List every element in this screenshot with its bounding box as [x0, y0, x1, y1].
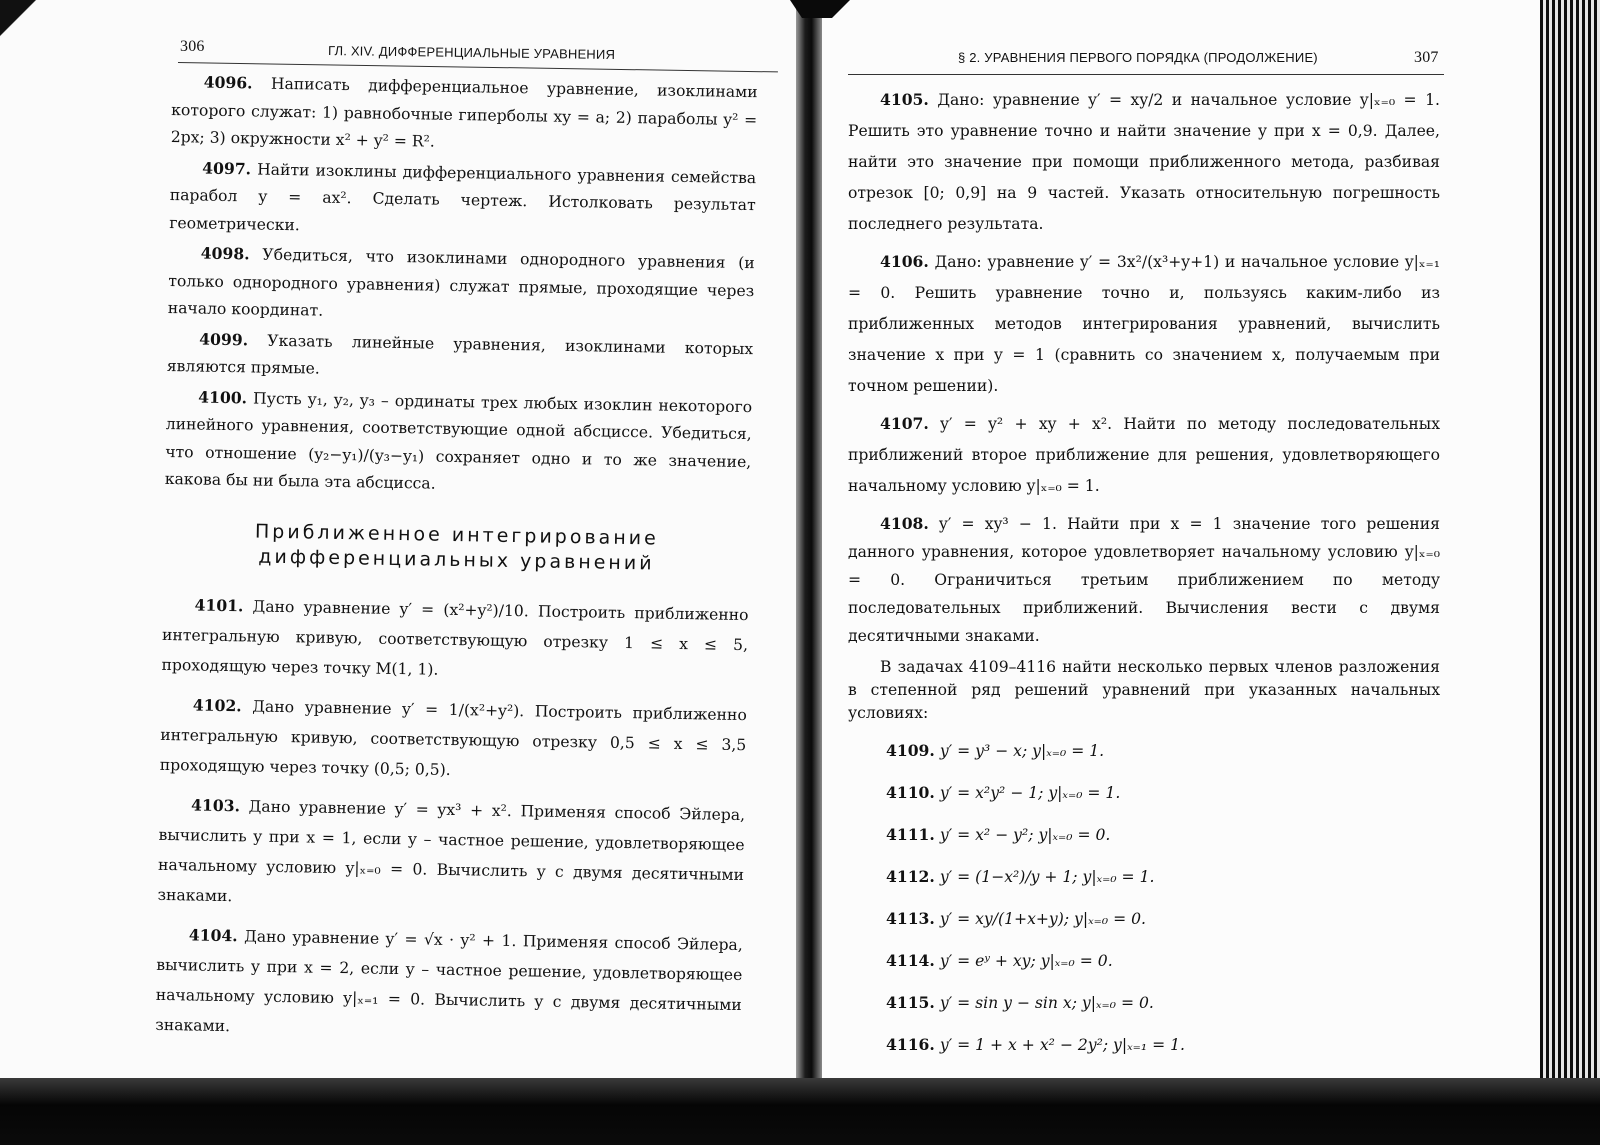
problem-text: Пусть y₁, y₂, y₃ – ординаты трех любых изоклин некоторого линейного уравнения, соответствующие одной абсциссе. Убедиться, что отношение (y₂−y₁)/(y₃−y₁) сохраняет одно и то же значение, какова бы ни была эта абсцисса. [164, 388, 753, 493]
problem-4096 [171, 68, 758, 162]
problem-4114 [848, 945, 1440, 977]
problem-text: Дано: уравнение y′ = 3x²/(x³+y+1) и начальное условие y|ₓ₌₁ = 0. Решить уравнение точно и, пользуясь каким-либо из приближенных методов интегрирования уравнений, вычислить значение x при y = 1 (сравнить со значением x, получаемым при точном решении). [848, 253, 1440, 395]
problem-number: 4104. [188, 924, 238, 945]
problem-number: 4107. [880, 414, 929, 433]
problem-4115 [848, 987, 1440, 1019]
problem-4103 [157, 789, 745, 919]
problem-4101 [161, 589, 748, 689]
problem-4102 [160, 689, 747, 789]
problem-equation: y′ = 1 + x + x² − 2y²; y|ₓ₌₁ = 1. [939, 1036, 1185, 1054]
problem-number: 4097. [202, 158, 252, 178]
scan-corner-shadow [0, 0, 38, 80]
problem-equation: y′ = x²y² − 1; y|ₓ₌₀ = 1. [939, 784, 1121, 802]
problem-4099 [167, 324, 754, 390]
problem-number: 4113. [886, 909, 935, 928]
page-edges [1540, 0, 1600, 1145]
left-running-head: ГЛ. XIV. ДИФФЕРЕНЦИАЛЬНЫЕ УРАВНЕНИЯ [327, 42, 616, 63]
right-running-head: § 2. УРАВНЕНИЯ ПЕРВОГО ПОРЯДКА (ПРОДОЛЖЕНИЕ) [958, 50, 1318, 65]
left-text-column [155, 68, 758, 1052]
problem-4104 [155, 919, 743, 1049]
problem-number: 4110. [886, 783, 935, 802]
problem-4107 [848, 408, 1440, 502]
problem-number: 4100. [198, 387, 248, 407]
problem-text: Убедиться, что изоклинами однородного уравнения (и только однородного уравнения) служат прямые, проходящие через начало координат. [167, 245, 755, 320]
series-intro: В задачах 4109–4116 найти несколько первых членов разложения в степенной ряд решений уравнений при указанных начальных условиях: [848, 658, 1440, 722]
problem-4113 [848, 903, 1440, 935]
problem-4105 [848, 84, 1440, 240]
problems-after-list [155, 589, 749, 1049]
problem-4109 [848, 735, 1440, 767]
problem-4097 [169, 153, 756, 247]
problem-number: 4108. [880, 514, 929, 533]
problem-number: 4111. [886, 825, 935, 844]
problem-number: 4109. [886, 741, 935, 760]
problem-equation: y′ = y³ − x; y|ₓ₌₀ = 1. [939, 742, 1105, 760]
problem-number: 4105. [880, 90, 929, 109]
problem-text: Дано уравнение y′ = yx³ + x². Применяя способ Эйлера, вычислить y при x = 1, если y – частное решение, удовлетворяющее начальному условию y|ₓ₌₀ = 0. Вычислить y с двумя десятичными знаками. [157, 796, 746, 905]
book-gutter [796, 0, 822, 1145]
problem-number: 4102. [192, 694, 242, 715]
problem-number: 4116. [886, 1035, 935, 1054]
problem-number: 4101. [194, 594, 244, 615]
section-heading [163, 517, 750, 577]
problem-4116 [848, 1029, 1440, 1061]
problem-text: Дано уравнение y′ = (x²+y²)/10. Построить приближенно интегральную кривую, соответствующую отрезку 1 ≤ x ≤ 5, проходящую через точку M(1, 1). [161, 596, 749, 679]
problems-before-list [165, 68, 758, 504]
problem-number: 4103. [190, 794, 241, 815]
problem-number: 4099. [199, 329, 249, 349]
problem-text: Найти изоклины дифференциального уравнения семейства парабол y = ax². Сделать чертеж. Истолковать результат геометрически. [169, 160, 757, 234]
problem-4108 [848, 510, 1440, 650]
short-problems-list [848, 735, 1440, 1061]
problem-4111 [848, 819, 1440, 851]
problem-equation: y′ = x² − y²; y|ₓ₌₀ = 0. [939, 826, 1111, 844]
left-page [0, 0, 800, 1085]
right-header-rule [848, 74, 1444, 75]
problem-equation: y′ = eʸ + xy; y|ₓ₌₀ = 0. [939, 952, 1113, 970]
problem-4106 [848, 246, 1440, 402]
right-problems-list [848, 84, 1440, 650]
problem-number: 4106. [880, 252, 929, 271]
problem-4110 [848, 777, 1440, 809]
problem-text: y′ = y² + xy + x². Найти по методу последовательных приближений второе приближение для решения, удовлетворяющего начальному условию y|ₓ₌₀ = 1. [848, 415, 1440, 495]
section-title-line-1: Приближенное интегрирование [254, 520, 659, 550]
section-title-line-2: дифференциальных уравнений [258, 545, 655, 574]
problem-number: 4115. [886, 993, 935, 1012]
problem-text: Написать дифференциальное уравнение, изоклинами которого служат: 1) равнобочные гиперболы xy = a; 2) параболы y² = 2px; 3) окружности x² + y² = R². [170, 74, 758, 151]
right-text-column [848, 84, 1440, 1063]
problem-4112 [848, 861, 1440, 893]
problem-text: y′ = xy³ − 1. Найти при x = 1 значение того решения данного уравнения, которое удовлетворяет начальному условию y|ₓ₌₀ = 0. Ограничиться третьим приближением по методу последовательных приближений. Вычисления вести с двумя десятичными знаками. [848, 515, 1440, 645]
left-page-number: 306 [180, 38, 205, 55]
problem-number: 4114. [886, 951, 935, 970]
problem-number: 4112. [886, 867, 935, 886]
problem-number: 4096. [203, 72, 253, 93]
problem-4100 [165, 382, 753, 503]
problem-equation: y′ = sin y − sin x; y|ₓ₌₀ = 0. [939, 994, 1154, 1012]
problem-text: Дано уравнение y′ = √x · y² + 1. Применяя способ Эйлера, вычислить y при x = 2, если y – частное решение, удовлетворяющее начальному условию y|ₓ₌₁ = 0. Вычислить y с двумя десятичными знаками. [155, 926, 743, 1035]
scan-bottom-shadow [0, 1078, 1600, 1145]
problem-number: 4098. [200, 243, 250, 264]
problem-text: Дано уравнение y′ = 1/(x²+y²). Построить приближенно интегральную кривую, соответствующую отрезку 0,5 ≤ x ≤ 3,5 проходящую через точку (0,5; 0,5). [159, 697, 747, 779]
problem-4098 [168, 239, 755, 333]
right-page-number: 307 [1414, 49, 1439, 66]
problem-equation: y′ = xy/(1+x+y); y|ₓ₌₀ = 0. [939, 910, 1146, 928]
problem-equation: y′ = (1−x²)/y + 1; y|ₓ₌₀ = 1. [939, 868, 1155, 886]
problem-text: Указать линейные уравнения, изоклинами которых являются прямые. [166, 331, 754, 378]
problem-text: Дано: уравнение y′ = xy/2 и начальное условие y|ₓ₌₀ = 1. Решить это уравнение точно и найти значение y при x = 0,9. Далее, найти это значение при помощи приближенного метода, разбивая отрезок [0; 0,9] на 9 частей. Указать относительную погрешность последнего результата. [848, 91, 1440, 233]
